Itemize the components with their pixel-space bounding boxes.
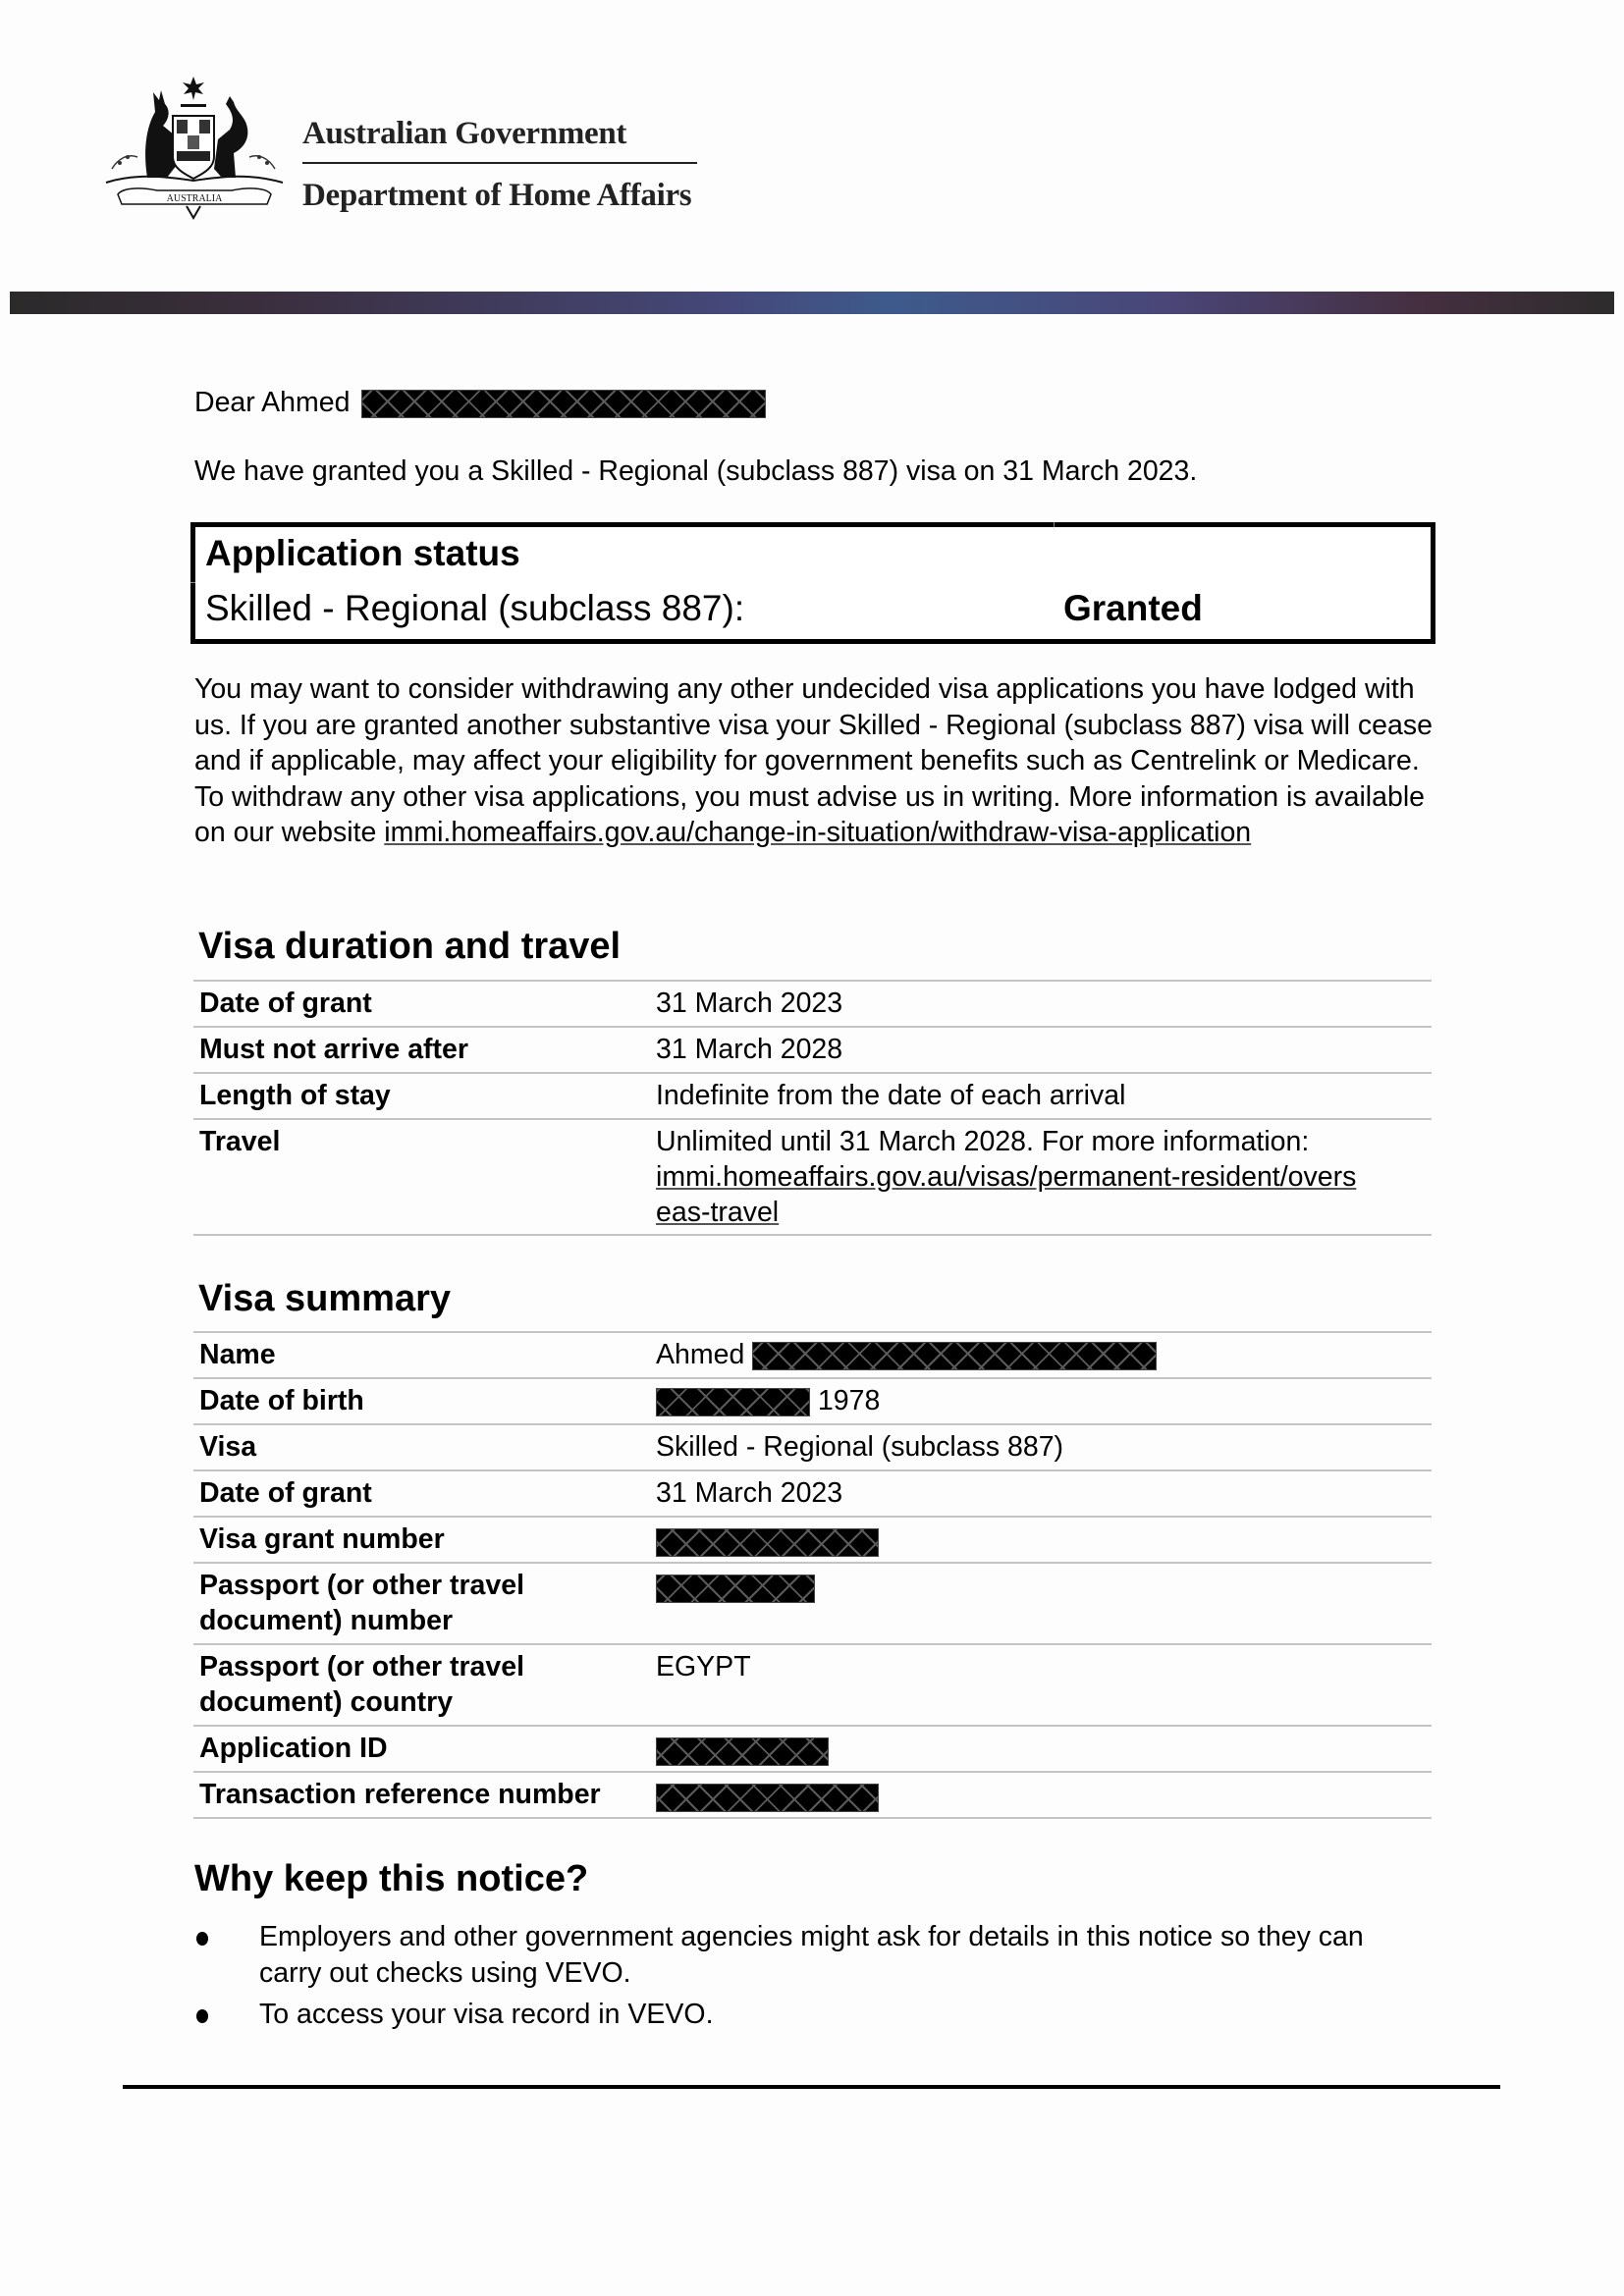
bullet-icon: [194, 1919, 259, 1991]
withdraw-advice-text: You may want to consider withdrawing any other undecided visa applications you have lodged with us. If you are granted another substantive visa your Skilled - Regional (subclass 887) visa will cease and if applicable, may affect your eligibility for government benefits such as Centrelink or Medicare. To withdraw any other visa applications, you must advise us in writing. More information is available on our website: [194, 673, 1433, 848]
redacted-surname: [361, 390, 766, 418]
table-row: [193, 1562, 1432, 1643]
list-item-text: To access your visa record in VEVO.: [259, 1999, 714, 2030]
table-row: [193, 1118, 1432, 1236]
redacted-visa-grant-number: [656, 1528, 879, 1557]
row-value: Skilled - Regional (subclass 887): [656, 1431, 1064, 1463]
row-label: Travel: [199, 1126, 281, 1157]
redacted-name: [752, 1342, 1157, 1370]
salutation-text: Dear Ahmed: [194, 387, 351, 418]
application-status-box: [190, 522, 1435, 644]
row-value: Indefinite from the date of each arrival: [656, 1080, 1126, 1111]
travel-text: Unlimited until 31 March 2028. For more information:: [656, 1126, 1310, 1157]
header-divider: [302, 162, 697, 164]
why-keep-heading: Why keep this notice?: [194, 1858, 589, 1899]
visa-duration-heading: Visa duration and travel: [198, 926, 622, 967]
application-status-value: Granted: [1063, 588, 1203, 628]
row-label: Must not arrive after: [199, 1034, 468, 1065]
visa-summary-heading: Visa summary: [198, 1278, 452, 1319]
status-column-divider: [1054, 522, 1055, 527]
row-value: 31 March 2028: [656, 1034, 843, 1065]
table-row: [193, 1469, 1432, 1516]
table-row: [193, 1377, 1432, 1423]
bullet-icon: [194, 1997, 259, 2033]
table-row: [193, 1771, 1432, 1819]
row-label: Length of stay: [199, 1080, 391, 1111]
header-gradient-band: [10, 292, 1614, 314]
row-label: Passport (or other travel document) number: [199, 1570, 525, 1636]
row-value: [653, 1120, 1432, 1234]
visa-duration-table: [193, 980, 1432, 1236]
table-row: [193, 980, 1432, 1026]
list-item-text: Employers and other government agencies might ask for details in this notice so they can carry out checks using VEVO.: [259, 1921, 1364, 1989]
row-value: [653, 1564, 1432, 1643]
table-row: [193, 1516, 1432, 1562]
row-value: [653, 1518, 1432, 1562]
coat-of-arms-crest-icon: [98, 75, 290, 220]
application-status-title: Application status: [205, 533, 520, 573]
visa-summary-table: [193, 1331, 1432, 1819]
redacted-application-id: [656, 1737, 829, 1766]
row-value: [653, 1333, 1432, 1377]
row-value: [653, 1379, 1432, 1423]
table-row: [193, 1725, 1432, 1771]
redacted-passport-number: [656, 1575, 815, 1603]
row-label: Visa: [199, 1431, 257, 1463]
row-value: [653, 1773, 1432, 1817]
table-row: [193, 1423, 1432, 1469]
department-title: Department of Home Affairs: [302, 178, 692, 213]
list-item: [194, 1919, 1422, 1991]
row-label: Date of grant: [199, 1477, 372, 1509]
row-label: Application ID: [199, 1733, 388, 1764]
list-item: [194, 1997, 1422, 2033]
australian-government-title: Australian Government: [302, 116, 627, 151]
overseas-travel-link[interactable]: immi.homeaffairs.gov.au/visas/permanent-resident/overseas-travel: [656, 1161, 1357, 1228]
status-row-divider: [190, 582, 195, 583]
row-label: Date of grant: [199, 988, 372, 1019]
row-label: Visa grant number: [199, 1523, 445, 1555]
why-keep-list: [194, 1919, 1422, 2039]
footer-divider: [123, 2085, 1500, 2089]
row-value: 31 March 2023: [656, 988, 843, 1019]
withdraw-advice-paragraph: [194, 671, 1441, 851]
table-row: [193, 1331, 1432, 1377]
redacted-birth-day: [656, 1388, 810, 1416]
row-label: Name: [199, 1339, 276, 1370]
birth-year: 1978: [817, 1385, 881, 1416]
application-status-visa: Skilled - Regional (subclass 887):: [205, 588, 745, 628]
row-label: Transaction reference number: [199, 1779, 601, 1810]
redacted-transaction-reference: [656, 1784, 879, 1812]
salutation: [194, 385, 766, 421]
table-row: [193, 1072, 1432, 1118]
row-value: EGYPT: [656, 1651, 751, 1682]
row-value: 31 March 2023: [656, 1477, 843, 1509]
table-row: [193, 1643, 1432, 1725]
row-label: Passport (or other travel document) country: [199, 1651, 525, 1718]
withdraw-visa-link[interactable]: immi.homeaffairs.gov.au/change-in-situation/withdraw-visa-application: [384, 817, 1252, 848]
name-value: Ahmed: [656, 1339, 745, 1370]
table-row: [193, 1026, 1432, 1072]
svg-text:AUSTRALIA: AUSTRALIA: [166, 193, 223, 204]
row-value: [653, 1727, 1432, 1771]
row-label: Date of birth: [199, 1385, 364, 1416]
grant-statement: We have granted you a Skilled - Regional (subclass 887) visa on 31 March 2023.: [194, 455, 1198, 487]
